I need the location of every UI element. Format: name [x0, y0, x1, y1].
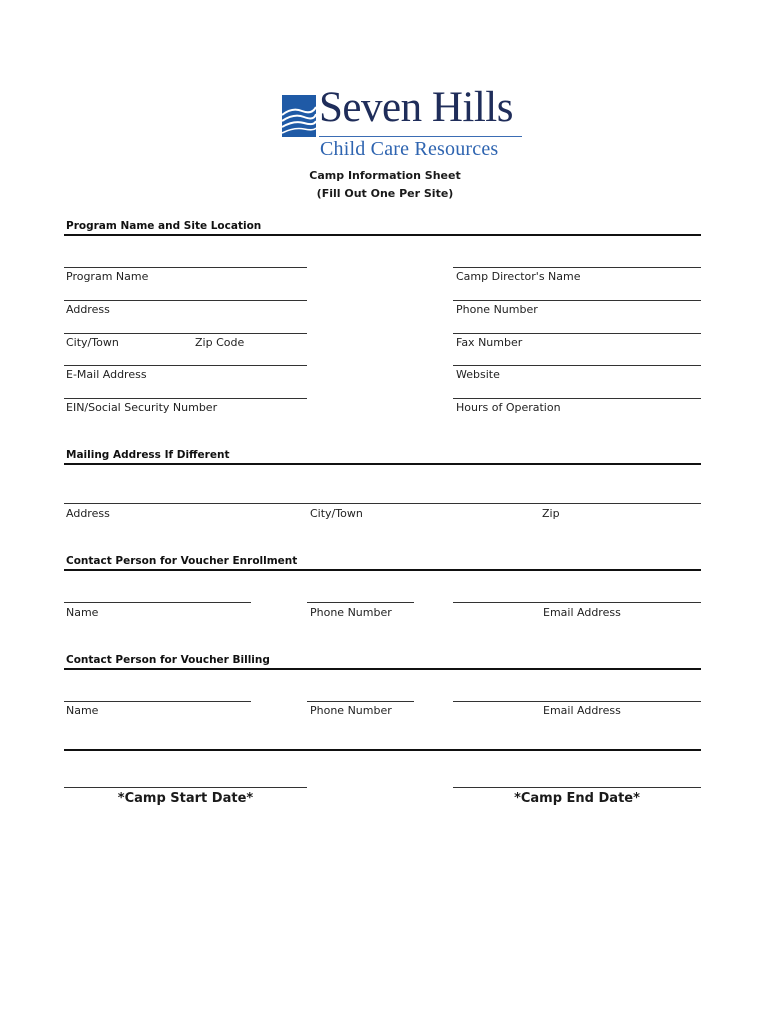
fax-field[interactable]	[453, 333, 701, 334]
page-subtitle: (Fill Out One Per Site)	[316, 187, 454, 200]
section-heading-program: Program Name and Site Location	[66, 220, 262, 232]
billing-phone-label: Phone Number	[310, 704, 392, 717]
email-field[interactable]	[64, 365, 307, 366]
website-label: Website	[456, 368, 500, 381]
logo-hills-icon	[282, 95, 316, 137]
billing-name-field[interactable]	[64, 701, 251, 702]
camp-director-field[interactable]	[453, 267, 701, 268]
logo-subtitle: Child Care Resources	[320, 138, 499, 160]
section-heading-enrollment: Contact Person for Voucher Enrollment	[66, 555, 298, 567]
section-rule	[64, 569, 701, 571]
section-rule	[64, 749, 701, 751]
phone-field[interactable]	[453, 300, 701, 301]
billing-phone-field[interactable]	[307, 701, 414, 702]
zip-label: Zip Code	[195, 336, 245, 349]
billing-name-label: Name	[66, 704, 99, 717]
mailing-zip-label: Zip	[542, 507, 560, 520]
billing-email-label: Email Address	[543, 704, 621, 717]
mailing-city-label: City/Town	[310, 507, 363, 520]
section-heading-billing: Contact Person for Voucher Billing	[66, 654, 270, 666]
billing-email-field[interactable]	[453, 701, 701, 702]
hours-field[interactable]	[453, 398, 701, 399]
ein-label: EIN/Social Security Number	[66, 401, 218, 414]
camp-end-date-label: *Camp End Date*	[514, 791, 640, 806]
camp-end-date-field[interactable]	[453, 787, 701, 788]
section-rule	[64, 463, 701, 465]
enrollment-phone-label: Phone Number	[310, 606, 392, 619]
camp-director-label: Camp Director's Name	[456, 270, 581, 283]
camp-start-date-label: *Camp Start Date*	[117, 791, 254, 806]
website-field[interactable]	[453, 365, 701, 366]
mailing-address-label: Address	[66, 507, 110, 520]
section-rule	[64, 234, 701, 236]
fax-label: Fax Number	[456, 336, 523, 349]
enrollment-phone-field[interactable]	[307, 602, 414, 603]
logo-rule	[319, 136, 522, 137]
address-field[interactable]	[64, 300, 307, 301]
camp-start-date-field[interactable]	[64, 787, 307, 788]
email-label: E-Mail Address	[66, 368, 147, 381]
program-name-label: Program Name	[66, 270, 149, 283]
ein-field[interactable]	[64, 398, 307, 399]
city-zip-field[interactable]	[64, 333, 307, 334]
page-title: Camp Information Sheet	[309, 169, 461, 182]
address-label: Address	[66, 303, 110, 316]
enrollment-email-label: Email Address	[543, 606, 621, 619]
hours-label: Hours of Operation	[456, 401, 561, 414]
enrollment-email-field[interactable]	[453, 602, 701, 603]
city-label: City/Town	[66, 336, 119, 349]
phone-label: Phone Number	[456, 303, 538, 316]
enrollment-name-label: Name	[66, 606, 99, 619]
enrollment-name-field[interactable]	[64, 602, 251, 603]
section-rule	[64, 668, 701, 670]
program-name-field[interactable]	[64, 267, 307, 268]
mailing-address-field[interactable]	[64, 503, 701, 504]
logo-name: Seven Hills	[319, 84, 513, 131]
section-heading-mailing: Mailing Address If Different	[66, 449, 230, 461]
